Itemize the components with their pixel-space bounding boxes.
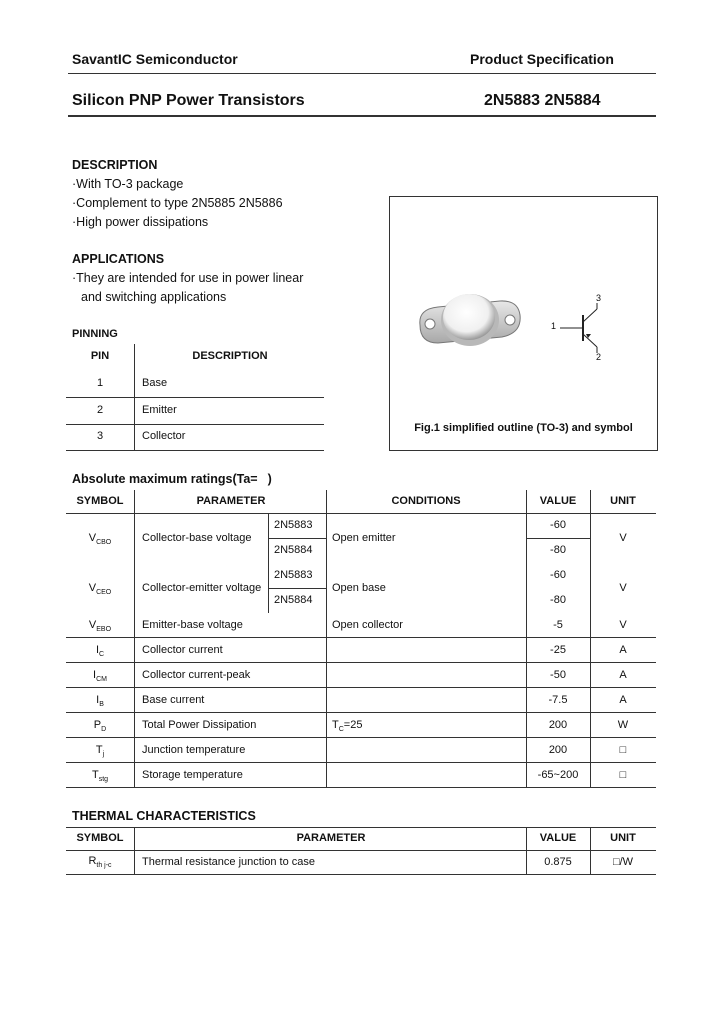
symbol-letter: I <box>93 669 97 681</box>
abs-max-title-text: Absolute maximum ratings(Ta= <box>72 472 258 486</box>
param-ic: Collector current <box>142 644 223 656</box>
param-tj: Junction temperature <box>142 744 246 756</box>
symbol-letter: V <box>88 532 97 544</box>
cond-vceo: Open base <box>332 582 386 594</box>
unit-ic: A <box>619 644 627 656</box>
symbol-letter: T <box>95 744 103 756</box>
param-tstg: Storage temperature <box>142 769 243 781</box>
cond-subscript: C <box>338 726 344 734</box>
sub-row-divider <box>268 588 326 589</box>
symbol-tj <box>66 744 134 758</box>
unit-vebo: V <box>619 619 627 631</box>
pin-description: Collector <box>142 430 186 442</box>
value-tstg: -65~200 <box>537 769 579 781</box>
thermal-bottom-rule <box>66 874 656 875</box>
unit-vcbo: V <box>619 532 627 544</box>
col-conditions: CONDITIONS <box>391 495 461 507</box>
title-divider <box>68 115 656 117</box>
part-2n5884: 2N5884 <box>274 594 313 606</box>
unit-pd: W <box>617 719 629 731</box>
description-title: DESCRIPTION <box>72 158 158 172</box>
value-vceo-2n5883: -60 <box>550 569 566 581</box>
product-line: Silicon PNP Power Transistors <box>72 92 305 109</box>
param-vcbo: Collector-base voltage <box>142 532 252 544</box>
col-value: VALUE <box>539 495 577 507</box>
symbol-subscript: CEO <box>96 589 112 597</box>
applications-title: APPLICATIONS <box>72 252 165 266</box>
value-icm: -50 <box>550 669 566 681</box>
cond-vcbo: Open emitter <box>332 532 396 544</box>
cond-letter: T <box>332 719 339 731</box>
symbol-tstg <box>66 769 134 783</box>
symbol-subscript: CM <box>96 676 107 684</box>
symbol-subscript: stg <box>98 776 109 784</box>
col-symbol: SYMBOL <box>76 495 124 507</box>
col-symbol: SYMBOL <box>76 832 124 844</box>
thermal-top-rule <box>66 827 656 828</box>
row-divider <box>66 687 656 688</box>
symbol-icm <box>66 669 134 683</box>
pin-description: Emitter <box>142 404 177 416</box>
param-rth: Thermal resistance junction to case <box>142 856 316 868</box>
thermal-title: THERMAL CHARACTERISTICS <box>72 809 256 823</box>
description-item: ·High power dissipations <box>72 215 209 229</box>
col-parameter: PARAMETER <box>196 495 266 507</box>
value-ic: -25 <box>550 644 566 656</box>
pin-number: 1 <box>96 377 104 389</box>
symbol-subscript: EBO <box>96 626 112 634</box>
param-icm: Collector current-peak <box>142 669 251 681</box>
symbol-letter: P <box>93 719 102 731</box>
table-divider <box>326 490 327 788</box>
row-divider <box>66 662 656 663</box>
symbol-pd <box>66 719 134 733</box>
symbol-subscript: CBO <box>96 539 112 547</box>
pin-desc-column-header: DESCRIPTION <box>192 350 268 362</box>
description-item: ·Complement to type 2N5885 2N5886 <box>72 196 283 210</box>
param-ib: Base current <box>142 694 205 706</box>
col-unit: UNIT <box>610 495 636 507</box>
symbol-subscript: j <box>102 751 105 759</box>
value-vcbo-2n5884: -80 <box>550 544 566 556</box>
symbol-subscript: D <box>101 726 107 734</box>
sub-row-divider <box>268 538 326 539</box>
pin2-label: 2 <box>596 352 602 362</box>
pin1-label: 1 <box>551 321 557 331</box>
part-2n5883: 2N5883 <box>274 519 313 531</box>
unit-rth: □/W <box>612 856 634 868</box>
figure-box <box>389 196 658 451</box>
pnp-transistor-symbol-icon <box>390 197 657 450</box>
param-pd: Total Power Dissipation <box>142 719 257 731</box>
header-divider <box>68 73 656 74</box>
symbol-letter: I <box>96 694 100 706</box>
symbol-vceo <box>66 582 134 596</box>
pin-row-divider <box>66 450 324 451</box>
cond-vebo: Open collector <box>332 619 403 631</box>
symbol-letter: T <box>91 769 99 781</box>
symbol-subscript: C <box>99 651 105 659</box>
company-name: SavantIC Semiconductor <box>72 51 238 67</box>
col-unit: UNIT <box>610 832 636 844</box>
document-type: Product Specification <box>470 51 614 67</box>
thermal-header-divider <box>66 850 656 851</box>
pin-row-divider <box>66 397 324 398</box>
unit-tstg: □ <box>619 769 627 781</box>
part-2n5884: 2N5884 <box>274 544 313 556</box>
symbol-ic <box>66 644 134 658</box>
value-rth: 0.875 <box>544 856 572 868</box>
value-ib: -7.5 <box>548 694 568 706</box>
part-2n5883: 2N5883 <box>274 569 313 581</box>
value-tj: 200 <box>548 744 568 756</box>
sub-row-divider <box>526 538 590 539</box>
symbol-vcbo <box>66 532 134 546</box>
applications-line: and switching applications <box>81 290 227 304</box>
row-divider <box>66 762 656 763</box>
symbol-subscript: B <box>99 701 104 709</box>
header-row-divider <box>66 513 656 514</box>
cond-pd <box>332 719 362 733</box>
value-vceo-2n5884: -80 <box>550 594 566 606</box>
value-pd: 200 <box>548 719 568 731</box>
symbol-ib <box>66 694 134 708</box>
symbol-letter: V <box>88 582 97 594</box>
pin3-label: 3 <box>596 293 602 303</box>
value-vebo: -5 <box>553 619 563 631</box>
symbol-letter: R <box>88 855 97 867</box>
unit-icm: A <box>619 669 627 681</box>
col-parameter: PARAMETER <box>296 832 366 844</box>
param-vceo: Collector-emitter voltage <box>142 582 262 594</box>
figure-caption: Fig.1 simplified outline (TO-3) and symbol <box>414 422 633 434</box>
row-divider <box>66 712 656 713</box>
abs-max-title <box>72 472 272 486</box>
abs-max-title-end: ) <box>267 472 272 486</box>
applications-line: ·They are intended for use in power linear <box>72 271 304 285</box>
pinning-title: PINNING <box>72 328 118 340</box>
description-item: ·With TO-3 package <box>72 177 184 191</box>
symbol-letter: I <box>95 644 99 656</box>
row-divider <box>66 787 656 788</box>
pin-number: 3 <box>96 430 104 442</box>
symbol-rth <box>66 855 134 869</box>
pin-number: 2 <box>96 404 104 416</box>
row-divider <box>66 637 656 638</box>
col-value: VALUE <box>539 832 577 844</box>
symbol-subscript: th j-c <box>96 862 112 870</box>
value-vcbo-2n5883: -60 <box>550 519 566 531</box>
unit-tj: □ <box>619 744 627 756</box>
table-divider <box>268 513 269 613</box>
pin-description: Base <box>142 377 168 389</box>
symbol-vebo <box>66 619 134 633</box>
pin-row-divider <box>66 424 324 425</box>
table-divider <box>134 490 135 788</box>
unit-vceo: V <box>619 582 627 594</box>
unit-ib: A <box>619 694 627 706</box>
cond-rest: =25 <box>343 719 363 731</box>
param-vebo: Emitter-base voltage <box>142 619 243 631</box>
pin-column-header: PIN <box>90 350 110 362</box>
row-divider <box>66 737 656 738</box>
symbol-letter: V <box>88 619 97 631</box>
part-numbers: 2N5883 2N5884 <box>484 92 601 109</box>
table-divider <box>134 827 135 875</box>
